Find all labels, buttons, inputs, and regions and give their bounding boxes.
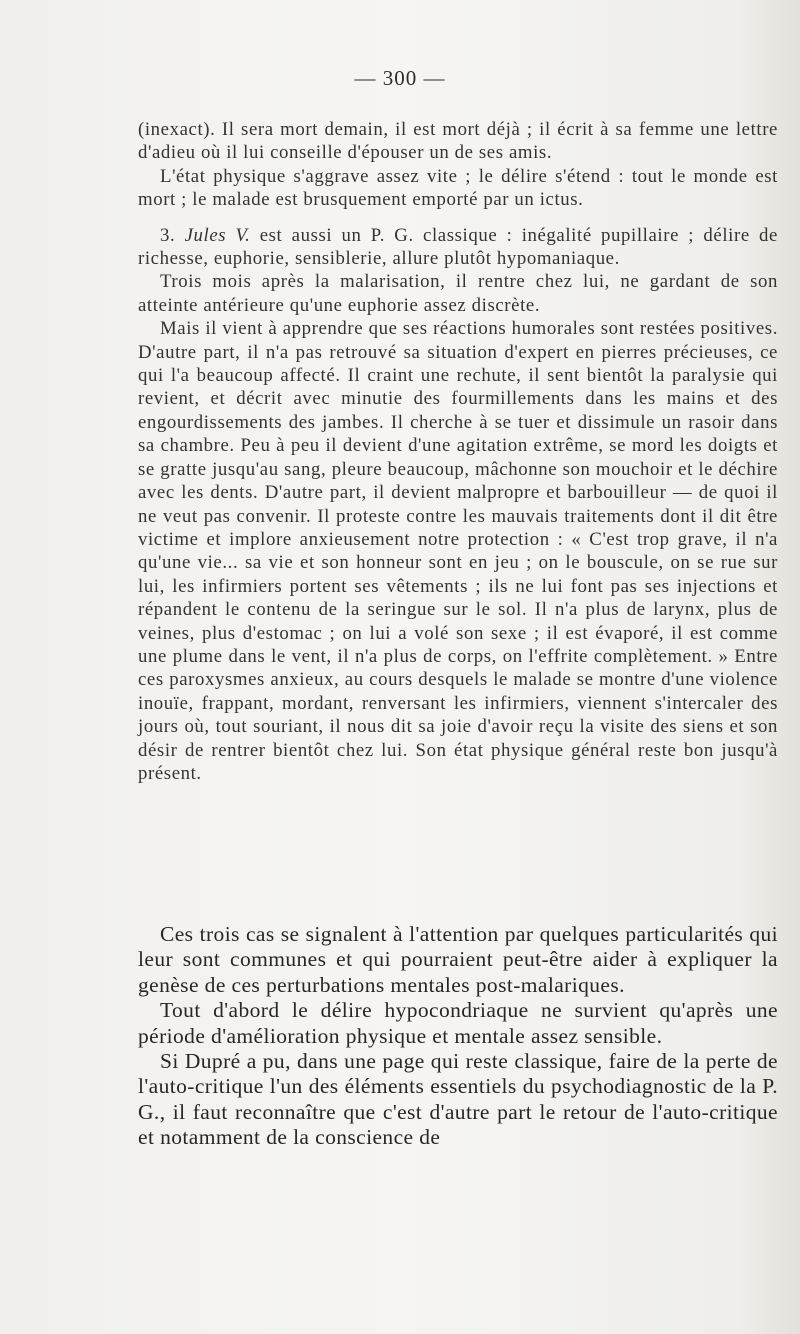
page-number: — 300 — xyxy=(354,66,446,90)
discussion-paragraph: Si Dupré a pu, dans une page qui reste classique, faire de la perte de l'auto-critique l'un des éléments essentiels du psychodiagnostic de la P. G., il faut reconnaître que c'est d'autre part le retour de l'auto-critique et notamment de la conscience de xyxy=(138,1049,778,1150)
case-paragraph: Trois mois après la malarisation, il rentre chez lui, ne gardant de son atteinte antérieure qu'une euphorie assez discrète. xyxy=(138,271,778,316)
case-paragraph: L'état physique s'aggrave assez vite ; le délire s'étend : tout le monde est mort ; le malade est brusquement emporté par un ictus. xyxy=(138,165,778,211)
discussion-paragraph: Ces trois cas se signalent à l'attention par quelques particularités qui leur sont communes et qui pourraient peut-être aider à expliquer la genèse de ces perturbations mentales post-malariques. xyxy=(138,922,778,997)
case-heading-paragraph xyxy=(138,224,778,271)
discussion-block xyxy=(138,922,778,1151)
discussion-paragraph: Tout d'abord le délire hypocondriaque ne survient qu'après une période d'amélioration physique et mentale assez sensible. xyxy=(138,998,778,1048)
case-paragraph: (inexact). Il sera mort demain, il est mort déjà ; il écrit à sa femme une lettre d'adieu où il lui conseille d'épouser un de ses amis. xyxy=(138,119,778,164)
case-number: 3. xyxy=(160,224,185,246)
case-paragraph: Mais il vient à apprendre que ses réactions humorales sont restées positives. D'autre part, il n'a pas retrouvé sa situation d'expert en pierres précieuses, ce qui l'a beaucoup affecté. Il craint une rechute, il sent bientôt la paralysie qui revient, et décrit avec minutie des fourmillements dans les mains et des engourdissements des jambes. Il cherche à se tuer et dissimule un rasoir dans sa chambre. Peu à peu il devient d'une agitation extrême, se mord les doigts et se gratte jusqu'au sang, pleure beaucoup, mâchonne son mouchoir et le déchire avec les dents. D'autre part, il devient malpropre et barbouilleur — de quoi il ne veut pas convenir. Il proteste contre les mauvais traitements dont il dit être victime et implore anxieusement notre protection : « C'est trop grave, il n'a qu'une vie... sa vie et son honneur sont en jeu ; on le bouscule, on se rue sur lui, les infirmiers portent ses vêtements ; ils ne lui font pas ses injections et répandent le contenu de la seringue sur le sol. Il n'a plus de larynx, plus de veines, plus d'estomac ; on lui a volé son sexe ; il est évaporé, il est comme une plume dans le vent, il n'a plus de corps, on l'effrite complètement. » Entre ces paroxysmes anxieux, au cours desquels le malade se montre d'une violence inouïe, frappant, mordant, renversant les infirmiers, viennent s'intercaler des jours où, tout souriant, il nous dit sa joie d'avoir reçu la visite des siens et son désir de rentrer bientôt chez lui. Son état physique général reste bon jusqu'à présent. xyxy=(138,318,778,784)
case-notes-block xyxy=(138,118,778,785)
case-patient-name: Jules V. xyxy=(184,224,251,246)
case-summary: est aussi un P. G. classique : inégalité pupillaire ; délire de richesse, euphorie, sensiblerie, allure plutôt hypomaniaque. xyxy=(138,224,778,270)
